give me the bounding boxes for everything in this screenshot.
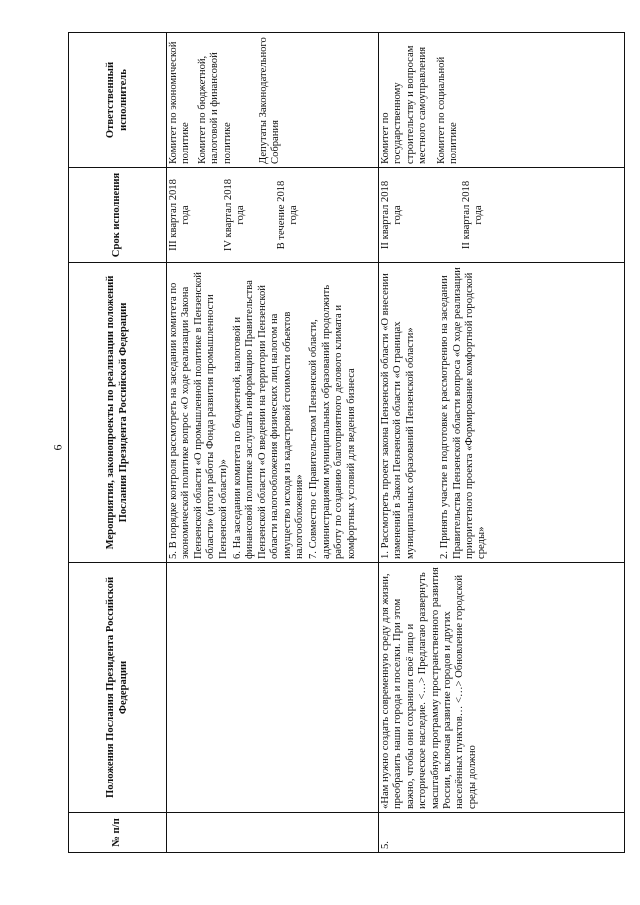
responsible-cell xyxy=(379,33,625,168)
deadline-cell xyxy=(167,168,379,263)
responsible-item: Комитет по государственному строительству и вопросам местного самоуправления xyxy=(380,45,429,164)
responsible-item: Комитет по бюджетной, налоговой и финансовой политике xyxy=(196,52,233,164)
header-measures: Мероприятия, законопроекты по реализации положений Послания Президента Российской Федерации xyxy=(69,263,167,563)
header-responsible: Ответственный исполнитель xyxy=(69,33,167,168)
measure-item: 5. В порядке контроля рассмотреть на заседании комитета по экономической политике вопрос «О ходе реализации Закона Пензенской области «О промышленной политике в Пензенской области» (итоги работы Фонда развития промышленности Пензенской области)» xyxy=(168,272,229,559)
deadline-gap xyxy=(405,171,461,259)
header-provisions: Положения Послания Президента Российской Федерации xyxy=(69,563,167,813)
rotated-table-wrapper xyxy=(68,33,624,853)
measure-item: 6. На заседании комитета по бюджетной, налоговой и финансовой политике заслушать информацию Правительства Пензенской области «О введении на территории Пензенской области налогообложения физических лиц налогом на имущество исходя из кадастровой стоимости объектов налогообложения» xyxy=(232,280,306,559)
responsible-item: Комитет по социальной политике xyxy=(435,56,460,164)
provision-text xyxy=(167,563,379,813)
deadline-item: II квартал 2018 года xyxy=(380,180,404,250)
header-deadline: Срок исполнения xyxy=(69,168,167,263)
table-row xyxy=(379,33,625,853)
deadline-item: III квартал 2018 года xyxy=(168,179,192,251)
page-number: 6 xyxy=(50,444,65,451)
responsible-cell xyxy=(167,33,379,168)
responsible-item: Депутаты Законодательного Собрания xyxy=(258,37,282,164)
measure-item: 2. Принять участие в подготовке к рассмотрению на заседании Правительства Пензенской области вопроса «О ходе реализации приоритетного проекта «Формирование комфортной городской среды» xyxy=(439,267,488,559)
measure-item: 1. Рассмотреть проект закона Пензенской области «О внесении изменений в Закон Пензенской области «О границах муниципальных образований Пензенской области» xyxy=(380,273,416,559)
measures-cell xyxy=(379,263,625,563)
table-row xyxy=(167,33,379,853)
deadline-cell xyxy=(379,168,625,263)
row-number: 5. xyxy=(379,813,625,853)
responsible-item: Комитет по экономической политике xyxy=(168,41,192,164)
measure-item: 7. Совместно с Правительством Пензенской области, администрациями муниципальных образований продолжить работу по созданию благоприятного делового климата и комфортных условий для ведения бизнеса xyxy=(308,284,357,559)
provision-text: «Нам нужно создать современную среду для жизни, преобразить наши города и поселки. При этом важно, чтобы они сохранили своё лицо и историческое наследие. <…> Предлагаю развернуть масштабную программу пространственного развития России, включая развитие городов и других населённых пунктов… <…> Обновление городской среды должно xyxy=(379,563,625,813)
deadline-gap xyxy=(248,171,276,259)
responsible-gap xyxy=(234,36,258,164)
deadline-item: II квартал 2018 года xyxy=(460,180,485,250)
header-num: № п/п xyxy=(69,813,167,853)
implementation-table xyxy=(68,32,625,853)
measures-cell xyxy=(167,263,379,563)
deadline-item: В течение 2018 года xyxy=(275,180,300,250)
table-header-row xyxy=(69,33,167,853)
row-number xyxy=(167,813,379,853)
deadline-item: IV квартал 2018 года xyxy=(222,178,247,252)
deadline-gap xyxy=(193,171,223,259)
